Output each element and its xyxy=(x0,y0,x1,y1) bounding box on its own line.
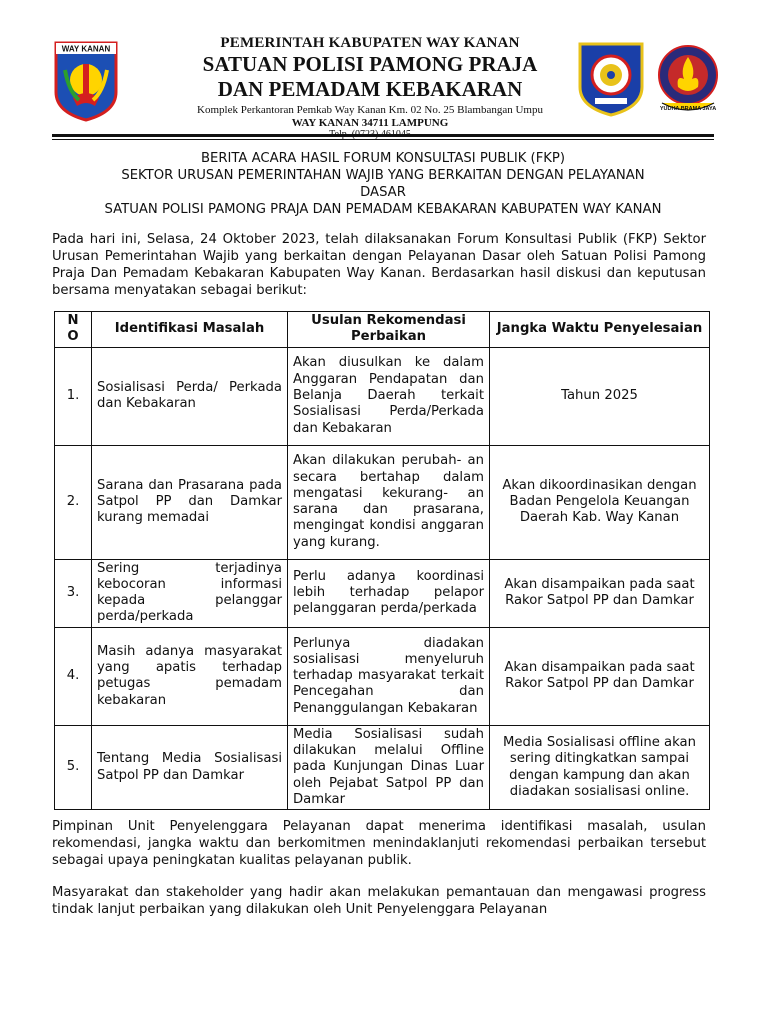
letterhead-divider xyxy=(52,134,714,137)
row-timeline: Akan disampaikan pada saat Rakor Satpol PP dan Damkar xyxy=(490,627,710,725)
header-timeline: Jangka Waktu Penyelesaian xyxy=(490,312,710,348)
row-no: 2. xyxy=(55,445,92,559)
satpol-pp-emblem xyxy=(577,41,645,117)
logo-left-text: WAY KANAN xyxy=(61,44,111,54)
letterhead-divider-thin xyxy=(52,139,714,140)
title-line-2: SEKTOR URUSAN PEMERINTAHAN WAJIB YANG BERKAITAN DENGAN PELAYANAN xyxy=(121,168,645,183)
way-kanan-logo xyxy=(53,40,119,122)
damkar-emblem xyxy=(652,43,724,117)
logo-right-text: YUDHA BRAMA JAYA xyxy=(659,106,717,112)
document-title xyxy=(52,150,714,218)
title-line-4: SATUAN POLISI PAMONG PRAJA DAN PEMADAM KEBAKARAN KABUPATEN WAY KANAN xyxy=(104,202,662,217)
table-row xyxy=(55,445,710,559)
row-no: 3. xyxy=(55,559,92,627)
row-issue: Masih adanya masyarakat yang apatis terhadap petugas pemadam kebakaran xyxy=(92,627,288,725)
row-timeline: Akan dikoordinasikan dengan Badan Pengelola Keuangan Daerah Kab. Way Kanan xyxy=(490,445,710,559)
row-no: 5. xyxy=(55,725,92,809)
letterhead-agency: SATUAN POLISI PAMONG PRAJA xyxy=(202,52,538,76)
row-issue: Sarana dan Prasarana pada Satpol PP dan Damkar kurang memadai xyxy=(92,445,288,559)
title-line-3: DASAR xyxy=(360,185,406,200)
row-issue: Sering terjadinya kebocoran informasi kepada pelanggar perda/perkada xyxy=(92,559,288,627)
letterhead-city: WAY KANAN 34711 LAMPUNG xyxy=(291,117,449,129)
table-row xyxy=(55,559,710,627)
table-row xyxy=(55,627,710,725)
row-no: 1. xyxy=(55,347,92,445)
table-header-row xyxy=(55,312,710,348)
closing-paragraph-1: Pimpinan Unit Penyelenggara Pelayanan dapat menerima identifikasi masalah, usulan rekomendasi, jangka waktu dan berkomitmen menindaklanjuti rekomendasi perbaikan tersebut sebagai upaya peningkatan kualitas pelayanan publik. xyxy=(52,819,706,868)
letterhead-address: Komplek Perkantoran Pemkab Way Kanan Km. 02 No. 25 Blambangan Umpu xyxy=(197,104,543,116)
row-proposal: Akan diusulkan ke dalam Anggaran Pendapatan dan Belanja Daerah terkait Sosialisasi Perda/Perkada dan Kebakaran xyxy=(288,347,490,445)
row-timeline: Akan disampaikan pada saat Rakor Satpol PP dan Damkar xyxy=(490,559,710,627)
header-no: N O xyxy=(55,312,92,348)
row-proposal: Media Sosialisasi sudah dilakukan melalui Offline pada Kunjungan Dinas Luar oleh Pejabat Satpol PP dan Damkar xyxy=(288,725,490,809)
row-no: 4. xyxy=(55,627,92,725)
letterhead xyxy=(160,34,580,141)
row-timeline: Tahun 2025 xyxy=(490,347,710,445)
row-issue: Tentang Media Sosialisasi Satpol PP dan Damkar xyxy=(92,725,288,809)
row-issue: Sosialisasi Perda/ Perkada dan Kebakaran xyxy=(92,347,288,445)
intro-paragraph: Pada hari ini, Selasa, 24 Oktober 2023, telah dilaksanakan Forum Konsultasi Publik (FKP) Sektor Urusan Pemerintahan Wajib yang berkaitan dengan Pelayanan Dasar oleh Satuan Polisi Pamong Praja Dan Pemadam Kebakaran Kabupaten Way Kanan. Berdasarkan hasil diskusi dan keputusan bersama menyatakan sebagai berikut: xyxy=(52,232,706,298)
letterhead-agency-2: DAN PEMADAM KEBAKARAN xyxy=(217,77,523,101)
row-proposal: Perlu adanya koordinasi lebih terhadap pelapor pelanggaran perda/perkada xyxy=(288,559,490,627)
table-row xyxy=(55,347,710,445)
letterhead-government: PEMERINTAH KABUPATEN WAY KANAN xyxy=(220,35,520,51)
row-proposal: Perlunya diadakan sosialisasi menyeluruh terhadap masyarakat terkait Pencegahan dan Penanggulangan Kebakaran xyxy=(288,627,490,725)
row-proposal: Akan dilakukan perubah- an secara bertahap dalam mengatasi kekurang- an sarana dan prasarana, mengingat kondisi anggaran yang kurang. xyxy=(288,445,490,559)
header-proposal: Usulan Rekomendasi Perbaikan xyxy=(288,312,490,348)
title-line-1: BERITA ACARA HASIL FORUM KONSULTASI PUBLIK (FKP) xyxy=(200,151,566,166)
closing-paragraph-2: Masyarakat dan stakeholder yang hadir akan melakukan pemantauan dan mengawasi progress tindak lanjut perbaikan yang dilakukan oleh Unit Penyelenggara Pelayanan xyxy=(52,885,706,917)
table-row xyxy=(55,725,710,809)
row-timeline: Media Sosialisasi offline akan sering ditingkatkan sampai dengan kampung dan akan diadakan sosialisasi online. xyxy=(490,725,710,809)
results-table xyxy=(54,311,710,810)
header-issue: Identifikasi Masalah xyxy=(92,312,288,348)
